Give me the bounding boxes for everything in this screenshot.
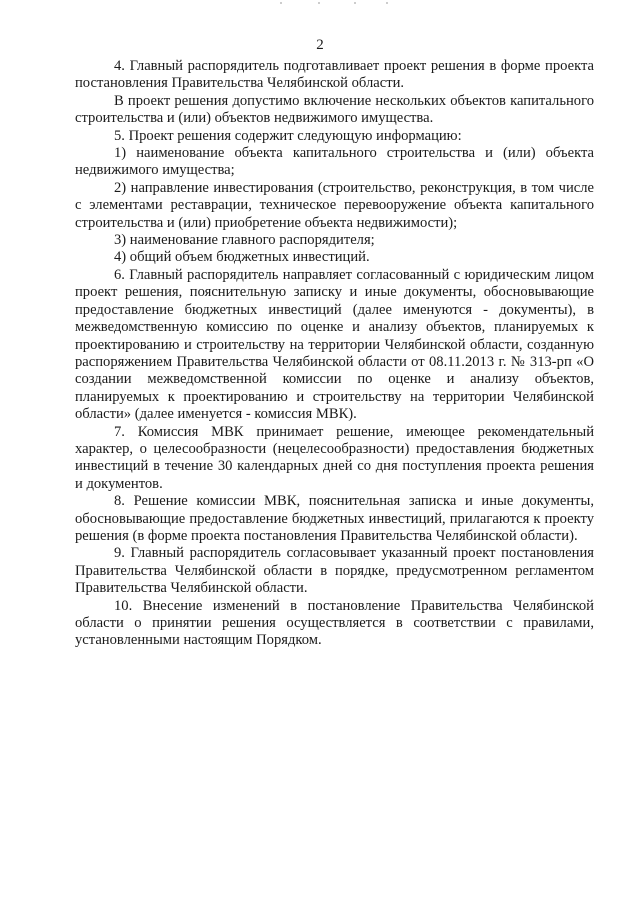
paragraph-5: 5. Проект решения содержит следующую информацию: <box>114 127 462 144</box>
list-item-2: 2) направление инвестирования (строительство, реконструкция, в том числе с элементами реставрации, техническое перевооружение объекта капитального строительства и (или) приобретение объекта недвижимости); <box>75 179 594 231</box>
page-number: 2 <box>316 37 324 53</box>
paragraph-4-continuation: В проект решения допустимо включение нескольких объектов капитального строительства и (или) объектов недвижимого имущества. <box>75 92 594 127</box>
paragraph-8: 8. Решение комиссии МВК, пояснительная записка и иные документы, обосновывающие предоставление бюджетных инвестиций, прилагаются к проекту решения (в форме проекта постановления Правительства Челябинской области). <box>75 493 594 544</box>
paragraph-6: 6. Главный распорядитель направляет согласованный с юридическим лицом проект решения, пояснительную записку и иные документы, обосновывающие предоставление бюджетных инвестиций (далее именуются - документы), в межведомственную комиссию по оценке и анализу объектов, планируемых к проектированию и строительству на территории Челябинской области, созданную распоряжением Правительства Челябинской области от 08.11.2013 г. № 313-рп «О создании межведомственной комиссии по оценке и анализу объектов, планируемых к проектированию и строительству на территории Челябинской области» (далее именуется - комиссия МВК). <box>75 266 594 423</box>
paragraph-9: 9. Главный распорядитель согласовывает указанный проект постановления Правительства Челябинской области в порядке, предусмотренном регламентом Правительства Челябинской области. <box>75 545 594 597</box>
paragraph-4: 4. Главный распорядитель подготавливает проект решения в форме проекта постановления Правительства Челябинской области. <box>75 58 594 92</box>
list-item-4: 4) общий объем бюджетных инвестиций. <box>114 249 370 266</box>
paragraph-7: 7. Комиссия МВК принимает решение, имеющее рекомендательный характер, о целесообразности (нецелесообразности) предоставления бюджетных инвестиций в течение 30 календарных дней со дня поступления проекта решения и документов. <box>75 423 594 492</box>
paragraph-10: 10. Внесение изменений в постановление Правительства Челябинской области о принятии решения осуществляется в соответствии с правилами, установленными настоящим Порядком. <box>75 597 594 649</box>
list-item-3: 3) наименование главного распорядителя; <box>114 232 375 249</box>
document-body <box>75 58 594 650</box>
list-item-1: 1) наименование объекта капитального строительства и (или) объекта недвижимого имущества; <box>75 145 594 179</box>
scan-artifact-dots <box>280 2 400 6</box>
